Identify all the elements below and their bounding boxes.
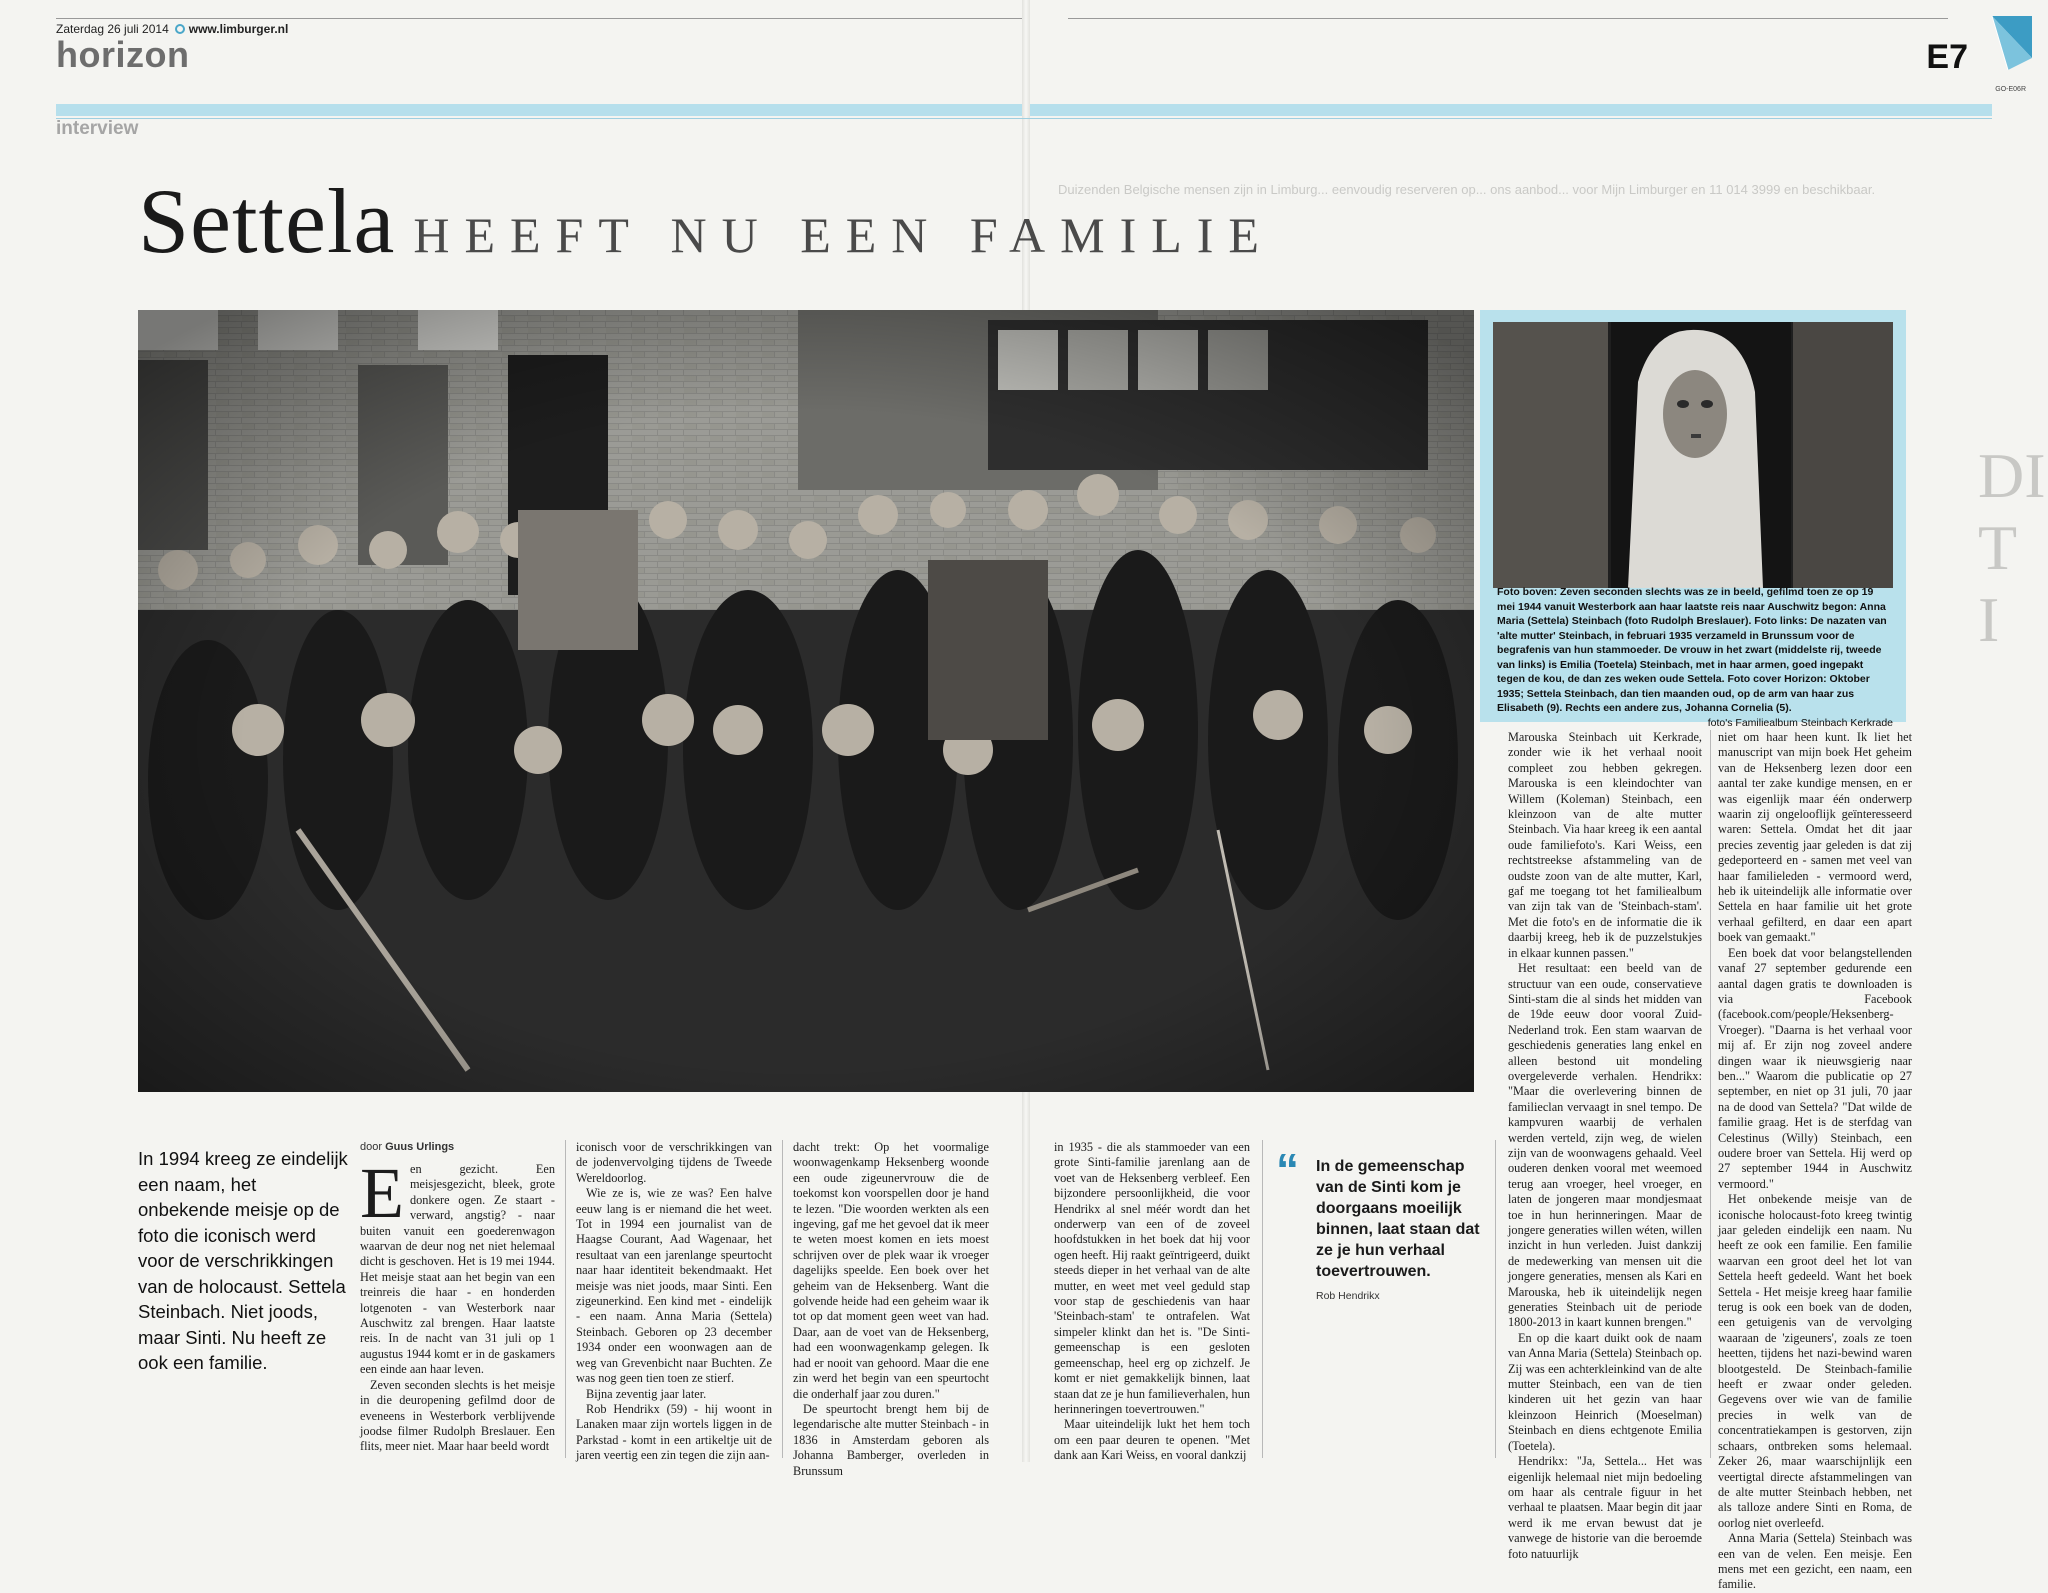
column-rule — [1262, 1140, 1263, 1458]
pull-quote: In de gemeenschap van de Sinti kom je doorgaans moeilijk binnen, laat staan dat ze je hun verhaal toevertrouwen. — [1316, 1158, 1480, 1280]
bleed-through-text: Duizenden Belgische mensen zijn in Limburg... eenvoudig reserveren op... ons aanbod... voor Mijn Limburger en 11 014 3999 en beschikbaar. — [1058, 182, 1876, 197]
pull-quote-author: Rob Hendrikx — [1316, 1290, 1380, 1302]
headline — [138, 168, 1274, 274]
quote-mark: “ — [1276, 1144, 1299, 1196]
article-paragraph: Het onbekende meisje van de iconische holocaust-foto kreeg twintig jaar geleden eindelijk een naam. Nu heeft ze ook een familie. Een familie waarvan een groot deel het lot van Settela heeft gedeeld. Want het boek Settela - Het meisje kreeg haar familie terug is ook een boek van de doden, een getuigenis van de vervolging waaraan de 'zigeuners', zoals ze toen heetten, tijdens het nazi-bewind waren blootgesteld. De Steinbach-familie heeft er zwaar onder geleden. Gegevens over wie van de familie precies in welk van de concentratiekampen is gestorven, zijn schaars, ontbreken soms helemaal. Zeker 26, maar waarschijnlijk een veertigtal directe afstammelingen van de alte mutter Steinbach hebben, net als talloze andere Sinti en Roma, de oorlog niet overleefd. — [1718, 1192, 1912, 1530]
article-column-5 — [1508, 730, 1702, 1562]
column-rule — [1710, 730, 1711, 1458]
bleed-through-letters: DI T I — [1978, 440, 2046, 655]
byline-author: Guus Urlings — [385, 1141, 455, 1153]
column-rule — [782, 1140, 783, 1458]
section-band-left — [56, 104, 1022, 116]
column-rule — [565, 1140, 566, 1458]
article-paragraph: De speurtocht brengt hem bij de legendarische alte mutter Steinbach - in 1836 in Amsterdam geboren als Johanna Bamberger, overleden in Brunssum — [793, 1401, 989, 1478]
top-rule-right — [1068, 18, 1948, 19]
section-title: horizon — [56, 34, 190, 75]
byline — [360, 1141, 454, 1153]
headline-rest: HEEFT NU EEN FAMILIE — [413, 207, 1274, 263]
article-column-3 — [793, 1140, 989, 1479]
page-code: GO-E06R — [1995, 86, 2026, 93]
article-paragraph: Anna Maria (Settela) Steinbach was een van de velen. Een meisje. Een mens met een gezicht, een naam, een familie. — [1718, 1531, 1912, 1592]
article-paragraph: Zeven seconden slechts is het meisje in die deuropening gefilmd door de eveneens in Westerbork verblijvende joodse filmer Rudolph Breslauer. Een flits, meer niet. Maar haar beeld wordt — [360, 1377, 555, 1454]
article-paragraph: Bijna zeventig jaar later. — [586, 1386, 707, 1401]
article-column-1 — [360, 1153, 555, 1455]
article-column-4 — [1054, 1140, 1250, 1464]
headline-main: Settela — [138, 170, 396, 272]
family-group-photo — [138, 310, 1474, 1092]
family-group-photo-illustration — [138, 310, 1474, 1092]
article-column-2 — [576, 1140, 772, 1464]
page-corner-icon — [1990, 14, 2034, 72]
photo-credit: foto's Familiealbum Steinbach Kerkrade — [1707, 716, 1893, 729]
article-paragraph: niet om haar heen kunt. Ik liet het manuscript van mijn boek Het geheim van de Heksenberg lezen door een aantal ter zake kundige mensen, en er was eigenlijk maar één onderwerp waarin zij ongelooflijk geïnteresseerd waren: Settela. Omdat het dit jaar precies zeventig jaar geleden is dat zij gedeporteerd en - samen met veel van haar familieleden - vermoord werd, heb ik uiteindelijk alle informatie over Settela en haar familie uit het grote verhaal gefilterd, en daar een apart boek van gemaakt." — [1718, 730, 1912, 945]
drop-cap: E — [360, 1153, 404, 1233]
article-paragraph: Hendrikx: "Ja, Settela... Het was eigenlijk helemaal niet mijn bedoeling om haar als centrale figuur in het verhaal te plaatsen. Maar begin dit jaar werd ik me ervan bewust dat je vanwege de historie van die beroemde foto natuurlijk — [1508, 1454, 1702, 1561]
globe-icon — [175, 24, 185, 34]
top-rule-left — [56, 18, 1022, 19]
byline-prefix: door — [360, 1141, 383, 1153]
page-number: E7 — [1926, 38, 1968, 76]
section-band-right — [1030, 104, 1992, 116]
settela-train-photo — [1493, 322, 1893, 588]
column-rule — [1495, 1140, 1496, 1458]
settela-train-photo-illustration — [1493, 322, 1893, 588]
article-paragraph: Rob Hendrikx (59) - hij woont in Lanaken maar zijn wortels liggen in de Parkstad - komt in een artikeltje uit de jaren veertig een zin tegen die zijn aan- — [576, 1401, 772, 1463]
article-column-6 — [1718, 730, 1912, 1593]
caption-text: Foto boven: Zeven seconden slechts was ze in beeld, gefilmd toen ze op 19 mei 1944 vanuit Westerbork aan haar laatste reis naar Auschwitz begon: Anna Maria (Settela) Steinbach (foto Rudolph Breslauer). Foto links: De nazaten van 'alte mutter' Steinbach, in februari 1935 verzameld in Brunssum voor de begrafenis van hun stammoeder. De vrouw in het zwart (middelste rij, tweede van links) is Emilia (Toetela) Steinbach, met in haar armen, goed ingepakt tegen de kou, de dan zes weken oude Settela. Foto cover Horizon: Oktober 1935; Settela Steinbach, dan tien maanden oud, op de arm van haar zus Elisabeth (9). Rechts een andere zus, Johanna Cornelia (5). — [1497, 586, 1887, 714]
intro-paragraph: In 1994 kreeg ze eindelijk een naam, het onbekende meisje op de foto die iconisch werd voor de verschrikkingen van de holocaust. Settela Steinbach. Niet joods, maar Sinti. Nu heeft ze ook een familie. — [138, 1148, 348, 1373]
article-paragraph: Een boek dat voor belangstellenden vanaf 27 september gedurende een aantal dagen gratis te downloaden is via Facebook (facebook.com/people/Heksenberg-Vroeger). "Daarna is het verhaal voor mij af. Er zijn nog zoveel andere dingen waar ik nieuwsgierig naar ben..." Waarom die publicatie op 27 september, en niet op 31 juli, 70 jaar na de dood van Settela? "Dat wilde de familie graag. Het is de sterfdag van Celestinus (Willy) Steinbach, een oudere broer van Settela. Hij werd op 27 september 1944 in Auschwitz vermoord." — [1718, 945, 1912, 1191]
section-band-rule — [56, 118, 1992, 119]
article-paragraph: iconisch voor de verschrikkingen van de jodenvervolging tijdens de Tweede Wereldoorlog. — [576, 1140, 772, 1185]
article-paragraph: Een gezicht. Een meisjesgezicht, bleek, grote donkere ogen. Ze staart - verward, angstig? - naar buiten vanuit een goederenwagon waarvan de deur nog net niet helemaal dicht is geschoven. Het is 19 mei 1944. Het meisje staat aan het begin van een treinreis die haar - en honderden lotgenoten - van Westerbork naar Auschwitz zal brengen. Haar laatste reis. In de nacht van 31 juli op 1 augustus 1944 komt er in de gaskamers een einde aan haar leven. — [360, 1153, 555, 1377]
article-paragraph: Marouska Steinbach uit Kerkrade, zonder wie ik het verhaal nooit compleet zou hebben gekregen. Marouska is een kleindochter van Willem (Koleman) Steinbach, een kleinzoon van de alte mutter Steinbach. Via haar kreeg ik een aantal oude familiefoto's. Kari Weiss, een rechtstreekse afstammeling van de oudste zoon van de alte mutter, Karl, gaf me toegang tot het familiealbum van zijn tak van de 'Steinbach-stam'. Met die foto's en de informatie die ik daarbij kreeg, heb ik de puzzelstukjes in elkaar kunnen passen." — [1508, 730, 1702, 960]
article-paragraph: dacht trekt: Op het voormalige woonwagenkamp Heksenberg woonde een oude zigeunervrouw die de toekomst kon voorspellen door je hand te lezen. "Die woorden werkten als een ingeving, gaf me het gevoel dat ik meer te weten moest komen en iets moest schrijven over de plek waar ik vroeger dagelijks speelde. Een boek over het geheim van de Heksenberg. Want die golvende heide had een geheim waar ik tot op dat moment geen weet van had. Daar, aan de voet van de Heksenberg, had een woonwagenkamp gelegen. Ik had er nooit van gehoord. Maar die ene zin werd het begin van een speurtocht die onderhalf jaar zou duren." — [793, 1140, 989, 1401]
photo-caption — [1497, 585, 1893, 730]
masthead-date: Zaterdag 26 juli 2014 — [56, 22, 169, 36]
masthead-url[interactable]: www.limburger.nl — [188, 22, 289, 36]
section-label: interview — [56, 118, 139, 139]
article-paragraph: Wie ze is, wie ze was? Een halve eeuw lang is er niemand die het weet. Tot in 1994 een journalist van de Haagse Courant, Aad Wagenaar, het resultaat van een jarenlange speurtocht naar haar identiteit bekendmaakt. Het meisje was niet joods, maar Sinti. Een zigeunerkind. Een kind met - eindelijk - een naam. Anna Maria (Settela) Steinbach. Geboren op 23 december 1934 onder een woonwagen aan de weg van Grevenbicht naar Buchten. Ze was nog geen tien toen ze stierf. — [576, 1186, 772, 1386]
article-paragraph: En op die kaart duikt ook de naam van Anna Maria (Settela) Steinbach op. Zij was een achterkleinkind van de alte mutter Steinbach, een van de tien kinderen uit het gezin van haar kleinzoon Heinrich (Moeselman) Steinbach en diens echtgenote Emilia (Toetela). — [1508, 1330, 1702, 1453]
article-paragraph: Het resultaat: een beeld van de structuur van een oude, conservatieve Sinti-stam die al sinds het midden van de 19de eeuw door vooral Zuid-Nederland trok. Een stam waarvan de geschiedenis generaties lang enkel en alleen bestond uit mondeling overgeleverde verhalen. Hendrikx: "Maar die overlevering binnen de familieclan vervaagt in snel tempo. De kampvuren waarbij de verhalen werden verteld, zijn weg, de wielen zijn van de woonwagens gehaald. Veel ouderen denken vooral met weemoed terug aan vroeger, heel vroeger, en laten de jongeren maar mondjesmaat toe in hun herinneringen. Maar de jongere generaties willen wéten, willen inzicht in hun verleden. Juist dankzij de medewerking van mensen uit die jongere generaties, mensen als Kari en Marouska, heb ik uiteindelijk negen generaties Steinbach uit de periode 1800-2013 in kaart kunnen brengen." — [1508, 961, 1702, 1330]
article-paragraph: in 1935 - die als stammoeder van een grote Sinti-familie jarenlang aan de voet van de Heksenberg verbleef. Een bijzondere persoonlijkheid, die voor Hendrikx al snel méér wordt dan het onderwerp van een of de zoveel hoofdstukken in het boek dat hij voor ogen heeft. Hij raakt geïntrigeerd, duikt steeds dieper in het verhaal van de alte mutter, en weet met veel geduld stap voor stap de geschiedenis van haar 'Steinbach-stam' te ontrafelen. Wat simpeler klinkt dan het is. "De Sinti-gemeenschap is een gesloten gemeenschap, heel erg op zichzelf. Je komt er niet gemakkelijk binnen, laat staan dat ze je hun familieverhalen, hun herinneringen toevertrouwen." — [1054, 1140, 1250, 1416]
article-paragraph: Maar uiteindelijk lukt het hem toch om een paar deuren te openen. "Met dank aan Kari Weiss, en vooral dankzij — [1054, 1417, 1250, 1463]
